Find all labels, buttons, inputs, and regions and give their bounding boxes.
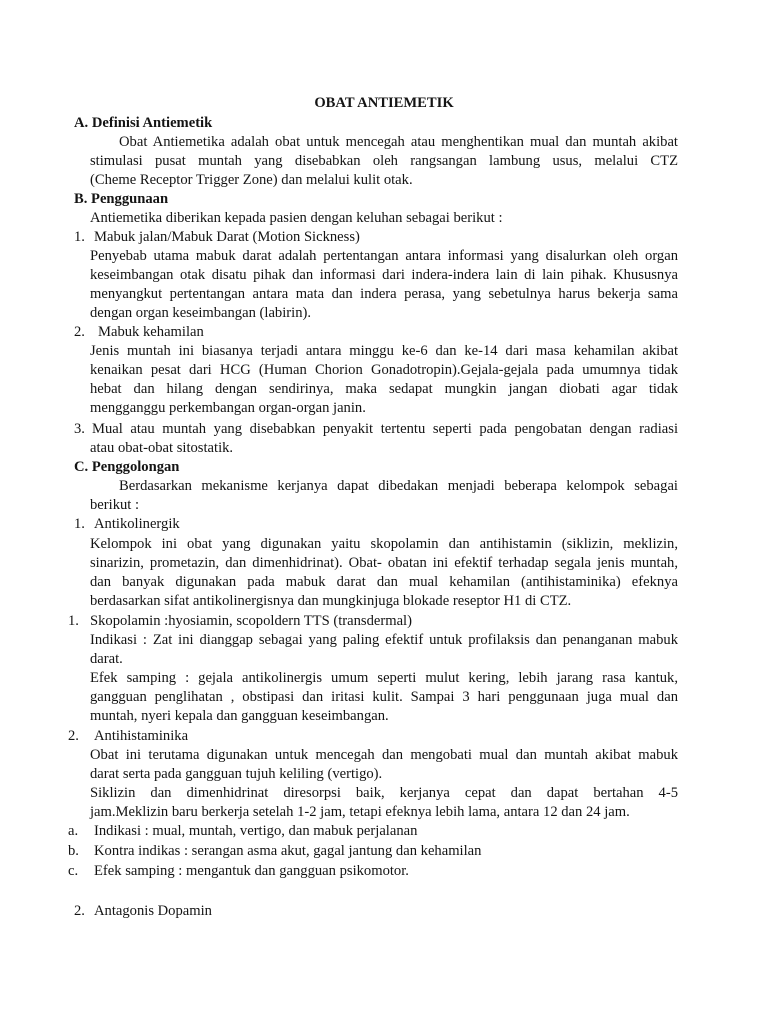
paragraph-line: keseimbangan otak disatu pihak dan informasi dari indera-indera lain di lain pihak. Khususnya bbox=[90, 267, 678, 283]
paragraph-line: mengganggu perkembangan organ-organ janin. bbox=[90, 400, 366, 416]
section-c-intro-line: Berdasarkan mekanisme kerjanya dapat dibedakan menjadi beberapa kelompok sebagai bbox=[119, 478, 678, 494]
paragraph-line: Efek samping : gejala antikolinergis umum seperti mulut kering, lebih jarang rasa kantuk, bbox=[90, 670, 678, 686]
alpha-list-marker: c. bbox=[68, 863, 79, 879]
list-marker: 3. bbox=[74, 421, 85, 437]
section-c-intro-line: berikut : bbox=[90, 497, 140, 513]
paragraph-line: Kelompok ini obat yang digunakan yaitu skopolamin dan antihistamin (siklizin, meklizin, bbox=[90, 536, 678, 552]
alpha-list-marker: b. bbox=[68, 843, 79, 859]
document-title: OBAT ANTIEMETIK bbox=[314, 95, 454, 111]
paragraph-line: jam.Meklizin baru berkerja setelah 1-2 jam, tetapi efeknya lebih lama, antara 12 dan 24 jam. bbox=[90, 804, 630, 820]
list-item-title: Mabuk kehamilan bbox=[98, 324, 204, 340]
list-marker: 1. bbox=[74, 229, 85, 245]
list-item-title: Antikolinergik bbox=[94, 516, 180, 532]
list-item-title: Mabuk jalan/Mabuk Darat (Motion Sickness) bbox=[94, 229, 360, 245]
paragraph-line: hebat dan hilang dengan sendirinya, maka sedapat mungkin jangan diobati agar tidak bbox=[90, 381, 678, 397]
paragraph-line: atau obat-obat sitostatik. bbox=[90, 440, 234, 456]
section-a-heading: A. Definisi Antiemetik bbox=[74, 115, 213, 131]
paragraph-line: dan banyak digunakan pada mabuk darat dan mual kehamilan (antihistaminika) efeknya bbox=[90, 574, 678, 590]
paragraph-line: gangguan penglihatan , obstipasi dan iritasi kulit. Sampai 3 hari penggunaan juga mual dan bbox=[90, 689, 678, 705]
paragraph-line: sinarizin, prometazin, dan dimenhidrinat). Obat- obatan ini efektif terhadap segala jenis muntah, bbox=[90, 555, 678, 571]
paragraph-line: menyangkut pertentangan antara mata dan indera perasa, yang sebetulnya harus bekerja sama bbox=[90, 286, 678, 302]
section-a-paragraph-line: stimulasi pusat muntah yang disebabkan oleh rangsangan lambung usus, melalui CTZ bbox=[90, 153, 678, 169]
alpha-list-item: Efek samping : mengantuk dan gangguan psikomotor. bbox=[94, 863, 409, 879]
list-marker: 2. bbox=[74, 903, 85, 919]
sublist-marker: 2. bbox=[68, 728, 79, 744]
paragraph-line: muntah, nyeri kepala dan gangguan keseimbangan. bbox=[90, 708, 389, 724]
paragraph-line: darat serta pada gangguan tujuh keliling (vertigo). bbox=[90, 766, 383, 782]
alpha-list-item: Indikasi : mual, muntah, vertigo, dan mabuk perjalanan bbox=[94, 823, 418, 839]
section-a-paragraph-line: (Cheme Receptor Trigger Zone) dan melalui kulit otak. bbox=[90, 172, 413, 188]
paragraph-line: Obat ini terutama digunakan untuk mencegah dan mengobati mual dan muntah akibat mabuk bbox=[90, 747, 678, 763]
list-marker: 1. bbox=[74, 516, 85, 532]
section-b-heading: B. Penggunaan bbox=[74, 191, 169, 207]
paragraph-line: Jenis muntah ini biasanya terjadi antara minggu ke-6 dan ke-14 dari masa kehamilan akibat bbox=[90, 343, 678, 359]
paragraph-line: berdasarkan sifat antikolinergisnya dan mungkinjuga blokade reseptor H1 di CTZ. bbox=[90, 593, 572, 609]
paragraph-line: Penyebab utama mabuk darat adalah pertentangan antara informasi yang disalurkan oleh organ bbox=[90, 248, 678, 264]
section-a-paragraph-line: Obat Antiemetika adalah obat untuk mencegah atau menghentikan mual dan muntah akibat bbox=[119, 134, 678, 150]
paragraph-line: Indikasi : Zat ini dianggap sebagai yang paling efektif untuk profilaksis dan penanganan mabuk bbox=[90, 632, 678, 648]
list-marker: 2. bbox=[74, 324, 85, 340]
alpha-list-marker: a. bbox=[68, 823, 79, 839]
paragraph-line: kenaikan pesat dari HCG (Human Chorion Gonadotropin).Gejala-gejala pada umumnya tidak bbox=[90, 362, 678, 378]
list-item-title: Antagonis Dopamin bbox=[94, 903, 212, 919]
section-b-intro: Antiemetika diberikan kepada pasien dengan keluhan sebagai berikut : bbox=[90, 210, 503, 226]
sublist-item-title: Skopolamin :hyosiamin, scopoldern TTS (transdermal) bbox=[90, 613, 412, 629]
sublist-item-title: Antihistaminika bbox=[94, 728, 189, 744]
paragraph-line: darat. bbox=[90, 651, 123, 667]
section-c-heading: C. Penggolongan bbox=[74, 459, 180, 475]
sublist-marker: 1. bbox=[68, 613, 79, 629]
paragraph-line: Mual atau muntah yang disebabkan penyakit tertentu seperti pada pengobatan dengan radiasi bbox=[92, 421, 678, 437]
paragraph-line: dengan organ keseimbangan (labirin). bbox=[90, 305, 311, 321]
alpha-list-item: Kontra indikas : serangan asma akut, gagal jantung dan kehamilan bbox=[94, 843, 482, 859]
paragraph-line: Siklizin dan dimenhidrinat diresorpsi baik, kerjanya cepat dan dapat bertahan 4-5 bbox=[90, 785, 678, 801]
